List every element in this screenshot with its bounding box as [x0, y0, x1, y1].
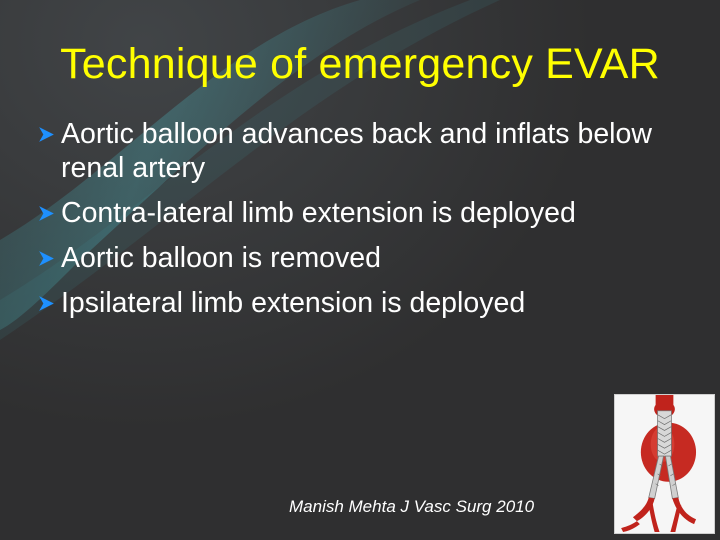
bullet-arrow-icon: [36, 124, 57, 145]
bullet-text: Contra-lateral limb extension is deployed: [61, 197, 576, 229]
stent-graft-icon: [615, 395, 714, 533]
bullet-arrow-icon: [36, 248, 57, 269]
bullet-item: [36, 117, 676, 185]
bullet-list: [36, 117, 676, 331]
bullet-text: Aortic balloon advances back and inflats below renal artery: [61, 118, 652, 184]
bullet-item: [36, 286, 676, 320]
bullet-arrow-icon: [36, 293, 57, 314]
aortic-stent-graft-illustration: [614, 394, 715, 534]
bullet-arrow-icon: [36, 203, 57, 224]
bullet-text: Ipsilateral limb extension is deployed: [61, 287, 526, 319]
bullet-item: [36, 196, 676, 230]
citation: Manish Mehta J Vasc Surg 2010: [289, 497, 535, 516]
bullet-item: [36, 241, 676, 275]
slide-title: Technique of emergency EVAR: [60, 40, 660, 88]
bullet-text: Aortic balloon is removed: [61, 242, 381, 274]
